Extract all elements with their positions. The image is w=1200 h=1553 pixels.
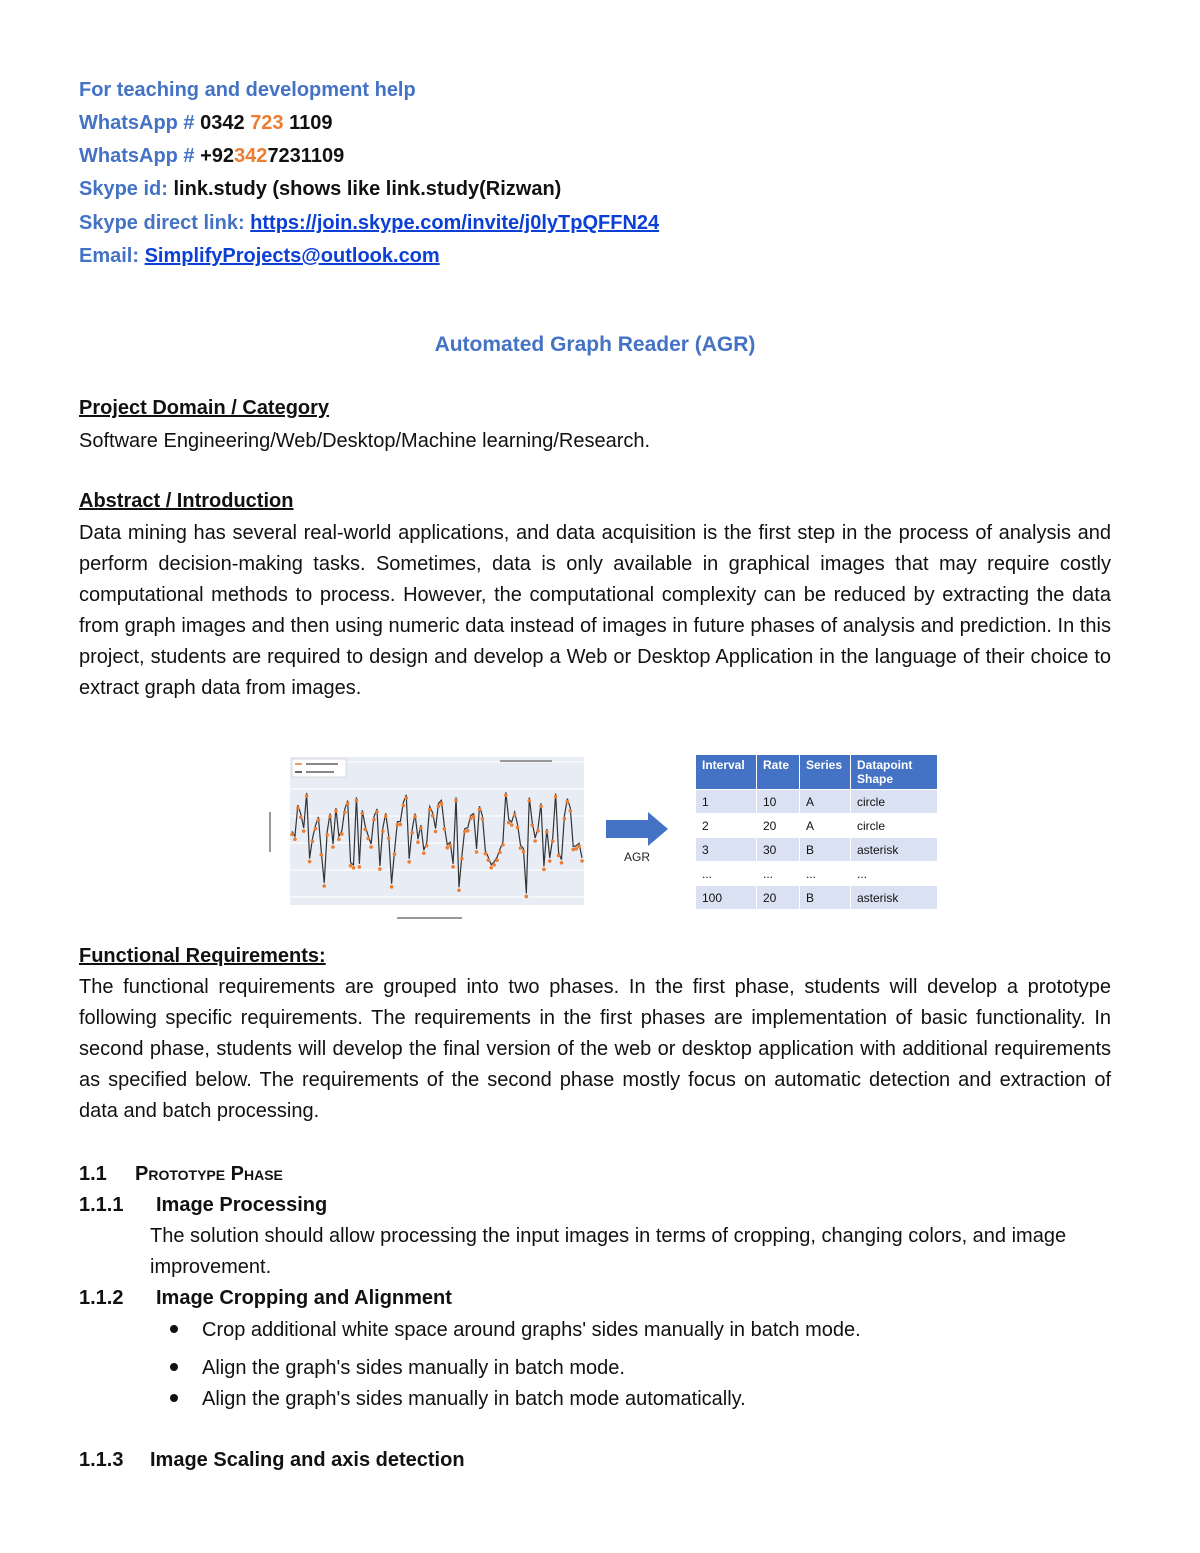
data-point xyxy=(545,830,549,834)
domain-heading: Project Domain / Category xyxy=(79,397,330,419)
data-point xyxy=(525,895,529,899)
document-title: Automated Graph Reader (AGR) xyxy=(434,333,756,356)
data-point xyxy=(481,817,485,821)
data-point xyxy=(492,863,496,867)
contact-line-email xyxy=(79,244,440,268)
section-title: Prototype Phase xyxy=(135,1163,283,1185)
skype-link-label: Skype direct link: xyxy=(79,212,251,234)
data-point xyxy=(472,815,476,819)
data-point xyxy=(346,802,350,806)
time-series-plot xyxy=(262,752,592,924)
legend-box xyxy=(292,759,346,777)
table-cell: 20 xyxy=(757,886,800,910)
data-point xyxy=(510,823,514,827)
extracted-data-table xyxy=(695,754,938,910)
table-header-cell: Series xyxy=(800,755,851,790)
data-point xyxy=(440,802,444,806)
data-point xyxy=(566,800,570,804)
data-point xyxy=(369,845,373,849)
table-cell: 20 xyxy=(757,814,800,838)
table-cell: 3 xyxy=(696,838,757,862)
data-point xyxy=(434,830,438,834)
contact-line-skype-link xyxy=(79,211,659,235)
data-point xyxy=(296,806,300,810)
data-point xyxy=(516,826,520,830)
section-paragraph: The solution should allow processing the input images in terms of cropping, changing colors, and image improvement. xyxy=(150,1225,1067,1278)
data-point xyxy=(407,860,411,864)
section-number: 1.1 xyxy=(79,1163,107,1185)
bullet-text: Align the graph's sides manually in batch mode automatically. xyxy=(202,1388,746,1410)
section-title: Image Scaling and axis detection xyxy=(150,1449,465,1471)
table-cell: 30 xyxy=(757,838,800,862)
email-label: Email: xyxy=(79,245,145,267)
table-cell: ... xyxy=(851,862,938,886)
data-point xyxy=(495,858,499,862)
table-cell: A xyxy=(800,790,851,814)
table-cell: ... xyxy=(696,862,757,886)
table-row xyxy=(696,814,938,838)
whatsapp-label: WhatsApp # xyxy=(79,145,201,167)
data-point xyxy=(308,860,312,864)
table-cell: ... xyxy=(757,862,800,886)
section-number: 1.1.3 xyxy=(79,1449,124,1471)
table-cell: 10 xyxy=(757,790,800,814)
domain-text: Software Engineering/Web/Desktop/Machine learning/Research. xyxy=(79,430,651,452)
data-point xyxy=(527,799,531,803)
data-point xyxy=(425,844,429,848)
table-cell: B xyxy=(800,886,851,910)
data-point xyxy=(317,818,321,822)
bullet-icon xyxy=(170,1363,178,1371)
data-point xyxy=(454,798,458,802)
table-cell: B xyxy=(800,838,851,862)
data-point xyxy=(343,811,347,815)
data-point xyxy=(548,859,552,863)
data-point xyxy=(299,815,303,819)
bullet-text: Align the graph's sides manually in batch mode. xyxy=(202,1357,625,1379)
teaching-help-text: For teaching and development help xyxy=(79,79,416,101)
functional-paragraph: The functional requirements are grouped into two phases. In the first phase, students will develop a prototype following specific requirements. The requirements in the first phases are implementation of basic functionality. In second phase, students will develop the final version of the web or desktop application with additional requirements as specified below. The requirements of the second phase mostly focus on automatic detection and extraction of data and batch processing. xyxy=(79,976,1111,1122)
data-point xyxy=(533,839,537,843)
data-point xyxy=(399,823,403,827)
table-cell: asterisk xyxy=(851,886,938,910)
right-arrow-icon xyxy=(606,812,670,848)
data-point xyxy=(363,828,367,832)
data-point xyxy=(293,837,297,841)
data-point xyxy=(457,888,461,892)
data-point xyxy=(422,851,426,855)
data-point xyxy=(305,794,309,798)
data-point xyxy=(387,836,391,840)
email-link[interactable]: SimplifyProjects@outlook.com xyxy=(144,245,440,267)
data-point xyxy=(507,821,511,825)
data-point xyxy=(328,815,332,819)
data-point xyxy=(325,833,329,837)
section-title: Image Processing xyxy=(156,1194,328,1216)
data-point xyxy=(319,853,323,857)
data-point xyxy=(404,796,408,800)
data-point xyxy=(560,861,564,865)
data-point xyxy=(445,846,449,850)
data-point xyxy=(486,858,490,862)
graph-figure xyxy=(262,752,592,924)
skype-id: link.study (shows like link.study(Rizwan) xyxy=(173,178,562,200)
data-point xyxy=(311,839,315,843)
data-point xyxy=(577,844,581,848)
data-point xyxy=(437,805,441,809)
contact-line-whatsapp-1 xyxy=(79,111,333,135)
data-point xyxy=(372,818,376,822)
contact-line-whatsapp-2 xyxy=(79,144,344,168)
data-point xyxy=(554,795,558,799)
data-point xyxy=(504,793,508,797)
data-point xyxy=(451,865,455,869)
data-point xyxy=(410,831,414,835)
skype-direct-link[interactable]: https://join.skype.com/invite/j0lyTpQFFN24 xyxy=(250,212,660,234)
table-header-row xyxy=(696,755,938,790)
data-point xyxy=(522,850,526,854)
data-point xyxy=(384,814,388,818)
data-point xyxy=(322,884,326,888)
whatsapp-number-part: 1109 xyxy=(283,112,333,134)
whatsapp-number-part: 342 xyxy=(234,145,268,167)
data-point xyxy=(393,852,397,856)
data-point xyxy=(416,840,420,844)
data-point xyxy=(290,833,294,837)
skype-label: Skype id: xyxy=(79,178,174,200)
data-point xyxy=(431,814,435,818)
table-cell: 2 xyxy=(696,814,757,838)
abstract-heading: Abstract / Introduction xyxy=(79,490,294,512)
data-point xyxy=(314,827,318,831)
data-point xyxy=(443,827,447,831)
data-point xyxy=(563,817,567,821)
data-point xyxy=(390,885,394,889)
contact-line-skype xyxy=(79,177,561,201)
data-point xyxy=(484,852,488,856)
arrow-label: AGR xyxy=(624,850,651,864)
section-number: 1.1.2 xyxy=(79,1287,124,1309)
bullet-item xyxy=(170,1356,625,1380)
table-cell: 100 xyxy=(696,886,757,910)
data-point xyxy=(331,845,335,849)
data-point xyxy=(355,799,359,803)
table-row xyxy=(696,790,938,814)
data-point xyxy=(466,829,470,833)
data-point xyxy=(557,854,561,858)
data-point xyxy=(568,809,572,813)
bullet-text: Crop additional white space around graphs' sides manually in batch mode. xyxy=(202,1319,861,1341)
table-cell: asterisk xyxy=(851,838,938,862)
data-point xyxy=(381,829,385,833)
table-row xyxy=(696,886,938,910)
data-point xyxy=(428,808,432,812)
section-number: 1.1.1 xyxy=(79,1194,124,1216)
table-header-cell: Datapoint Shape xyxy=(851,755,938,790)
whatsapp-label: WhatsApp # xyxy=(79,112,201,134)
table-cell: 1 xyxy=(696,790,757,814)
data-point xyxy=(501,843,505,847)
bullet-icon xyxy=(170,1325,178,1333)
data-point xyxy=(402,804,406,808)
data-point xyxy=(519,846,523,850)
data-point xyxy=(448,843,452,847)
section-title: Image Cropping and Alignment xyxy=(156,1287,452,1309)
whatsapp-number-part: 723 xyxy=(250,112,284,134)
table-row xyxy=(696,862,938,886)
bullet-icon xyxy=(170,1394,178,1402)
table-header-cell: Rate xyxy=(757,755,800,790)
data-point xyxy=(413,815,417,819)
data-point xyxy=(574,847,578,851)
contact-line-teaching xyxy=(79,78,416,102)
data-point xyxy=(460,857,464,861)
data-point xyxy=(419,826,423,830)
table-header-cell: Interval xyxy=(696,755,757,790)
data-point xyxy=(539,804,543,808)
abstract-paragraph: Data mining has several real-world applications, and data acquisition is the first step in the process of analysis and perform decision-making tasks. Sometimes, data is only available in graphical images that may require costly computational methods to process. However, the computational complexity can be reduced by extracting the data from graph images and then using numeric data instead of images in future phases of analysis and prediction. In this project, students are required to design and develop a Web or Desktop Application in the language of their choice to extract graph data from images. xyxy=(79,522,1111,699)
table-cell: circle xyxy=(851,790,938,814)
data-point xyxy=(340,832,344,836)
data-point xyxy=(349,864,353,868)
data-point xyxy=(378,867,382,871)
data-point xyxy=(334,809,338,813)
table-cell: A xyxy=(800,814,851,838)
bullet-item xyxy=(170,1387,746,1411)
data-point xyxy=(352,866,356,870)
functional-heading: Functional Requirements: xyxy=(79,945,326,967)
data-point xyxy=(489,866,493,870)
data-point xyxy=(366,837,370,841)
data-point xyxy=(337,837,341,841)
bullet-item xyxy=(170,1318,861,1342)
data-point xyxy=(513,813,517,817)
table-cell: ... xyxy=(800,862,851,886)
table-row xyxy=(696,838,938,862)
data-point xyxy=(580,859,584,863)
data-point xyxy=(536,829,540,833)
data-point xyxy=(361,811,365,815)
whatsapp-number-part: +92 xyxy=(200,145,235,167)
table-cell: circle xyxy=(851,814,938,838)
data-point xyxy=(475,850,479,854)
whatsapp-number-part: 0342 xyxy=(200,112,251,134)
data-point xyxy=(498,851,502,855)
data-point xyxy=(358,865,362,869)
data-point xyxy=(551,839,555,843)
data-point xyxy=(375,810,379,814)
data-point xyxy=(542,868,546,872)
data-point xyxy=(530,823,534,827)
data-point xyxy=(478,807,482,811)
data-point xyxy=(302,829,306,833)
whatsapp-number-part: 7231109 xyxy=(267,145,345,167)
